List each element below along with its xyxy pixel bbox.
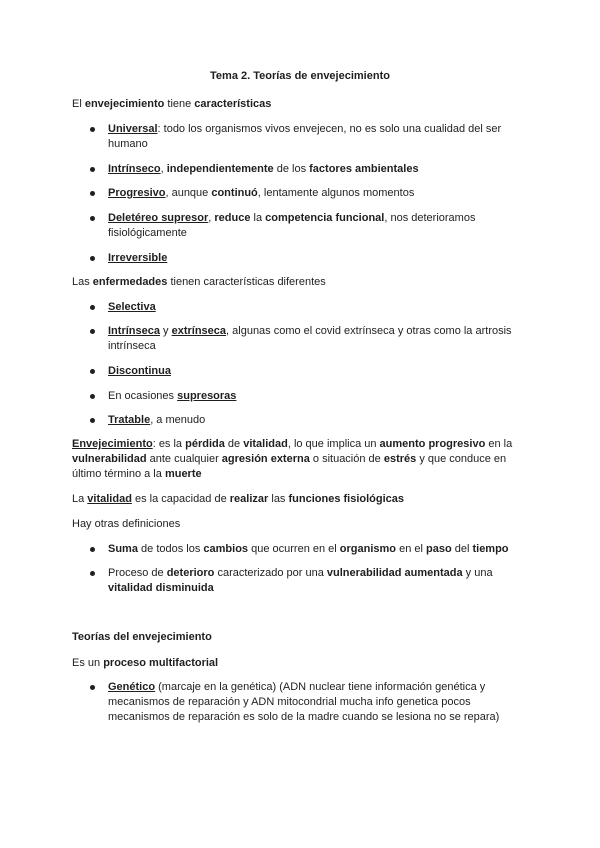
list-item: En ocasiones supresoras <box>90 389 530 404</box>
list-item: Deletéreo supresor, reduce la competencia funcional, nos deterioramos fisiológicamente <box>90 211 530 241</box>
bullet-icon <box>90 685 95 690</box>
bullet-icon <box>90 305 95 310</box>
list-item: Progresivo, aunque continuó, lentamente algunos momentos <box>90 186 530 201</box>
multifactorial-paragraph: Es un proceso multifactorial <box>72 657 219 669</box>
bullet-icon <box>90 256 95 261</box>
bullet-icon <box>90 418 95 423</box>
bullet-icon <box>90 369 95 374</box>
bullet-icon <box>90 571 95 576</box>
other-definitions-intro: Hay otras definiciones <box>72 518 181 530</box>
bullet-icon <box>90 127 95 132</box>
bullet-icon <box>90 329 95 334</box>
vitality-paragraph: La vitalidad es la capacidad de realizar las funciones fisiológicas <box>72 493 405 505</box>
page-title: Tema 2. Teorías de envejecimiento <box>210 70 390 82</box>
bullet-icon <box>90 216 95 221</box>
intro-paragraph: El envejecimiento tiene características <box>72 98 272 110</box>
bullet-icon <box>90 394 95 399</box>
bullet-icon <box>90 191 95 196</box>
list-item: Tratable, a menudo <box>90 413 530 428</box>
list-item: Selectiva <box>90 300 530 315</box>
list-item: Genético (marcaje en la genética) (ADN nuclear tiene información genética y mecanismos de reparación y ADN mitocondrial mucha info genetica pocos mecanismos de reparación es solo de la madre cuando se lesiona no se repara) <box>90 680 550 725</box>
disease-intro-paragraph: Las enfermedades tienen características diferentes <box>72 276 326 288</box>
list-item: Discontinua <box>90 364 530 379</box>
list-item: Irreversible <box>90 251 530 266</box>
list-item: Proceso de deterioro caracterizado por una vulnerabilidad aumentada y una vitalidad disminuida <box>90 566 530 596</box>
list-item: Intrínseca y extrínseca, algunas como el covid extrínseca y otras como la artrosis intrínseca <box>90 324 530 354</box>
section-heading: Teorías del envejecimiento <box>72 631 212 643</box>
definition-paragraph: Envejecimiento: es la pérdida de vitalidad, lo que implica un aumento progresivo en la vulnerabilidad ante cualquier agresión externa o situación de estrés y que conduce en último término a la muerte <box>72 438 513 480</box>
bullet-icon <box>90 167 95 172</box>
bullet-icon <box>90 547 95 552</box>
list-item: Universal: todo los organismos vivos envejecen, no es solo una cualidad del ser humano <box>90 122 530 152</box>
list-item: Suma de todos los cambios que ocurren en el organismo en el paso del tiempo <box>90 542 530 557</box>
list-item: Intrínseco, independientemente de los factores ambientales <box>90 162 530 177</box>
